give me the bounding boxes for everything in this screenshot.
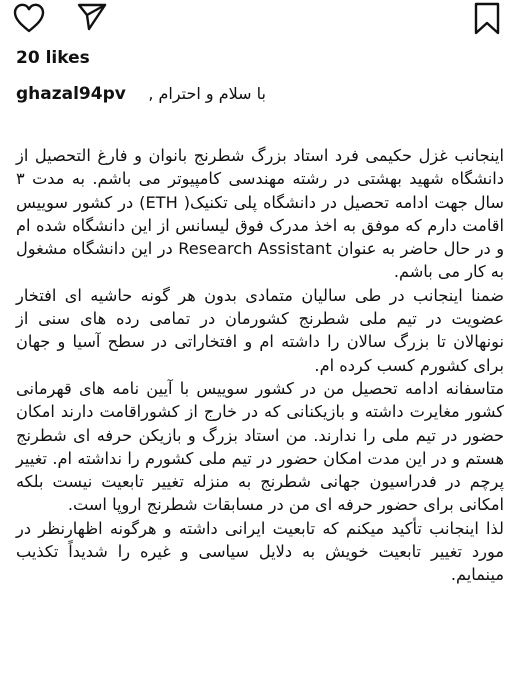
heart-icon[interactable] [12, 2, 46, 34]
caption-header [16, 80, 504, 108]
likes-count[interactable]: 20 likes [16, 48, 90, 68]
caption-paragraph: متاسفانه ادامه تحصیل من در کشور سوییس با آیین نامه های قهرمانی کشور مغایرت داشته و بازیکنانی که در خارج از کشوراقامت دارند امکان حضور در تیم ملی را ندارند. من استاد بزرگ و بازیکن حرفه ای شطرنج هستم و در این مدت امکان حضور در تیم ملی کشورم را نداشته ام. تغییر پرچم در فدراسیون جهانی شطرنج به منزله تغییر تابعیت نیست بلکه امکانی برای حضور حرفه ای من در مسابقات شطرنج اروپا است. [16, 378, 504, 515]
caption-greeting: با سلام و احترام , [148, 84, 266, 103]
post-action-bar [0, 0, 523, 40]
caption-paragraph: لذا اینجانب تأکید میکنم که تابعیت ایرانی داشته و هرگونه اظهارنظر در مورد تغییر تابعیت خویش به دلایل سیاسی و غیره را شدیداً تکذیب مینمایم. [16, 518, 504, 585]
caption-paragraph: ضمنا اینجانب در طی سالیان متمادی بدون هر گونه حاشیه ای افتخار عضویت در تیم ملی شطرنج کشورمان در تمامی رده های سنی از نونهالان تا بزرگ سالان را داشته ام و افتخاراتی در سطح آسیا و جهان برای کشورم کسب کرده ام. [16, 285, 504, 375]
caption-paragraph: اینجانب غزل حکیمی فرد استاد بزرگ شطرنج بانوان و فارغ التحصیل از دانشگاه شهید بهشتی در رشته مهندسی کامپیوتر می باشم. به مدت ۳ سال جهت ادامه تحصیل در دانشگاه پلی تکنیک( ETH) در کشور سوییس اقامت دارم که موفق به اخذ مدرک فوق لیسانس از این دانشگاه شده ام و در حال حاضر به عنوان Research Assistant در این دانشگاه مشغول به کار می باشم. [16, 146, 505, 282]
username-link[interactable]: ghazal94pv [16, 84, 126, 104]
paper-plane-icon[interactable] [76, 2, 108, 32]
post-caption [16, 80, 504, 587]
bookmark-icon[interactable] [472, 2, 502, 36]
